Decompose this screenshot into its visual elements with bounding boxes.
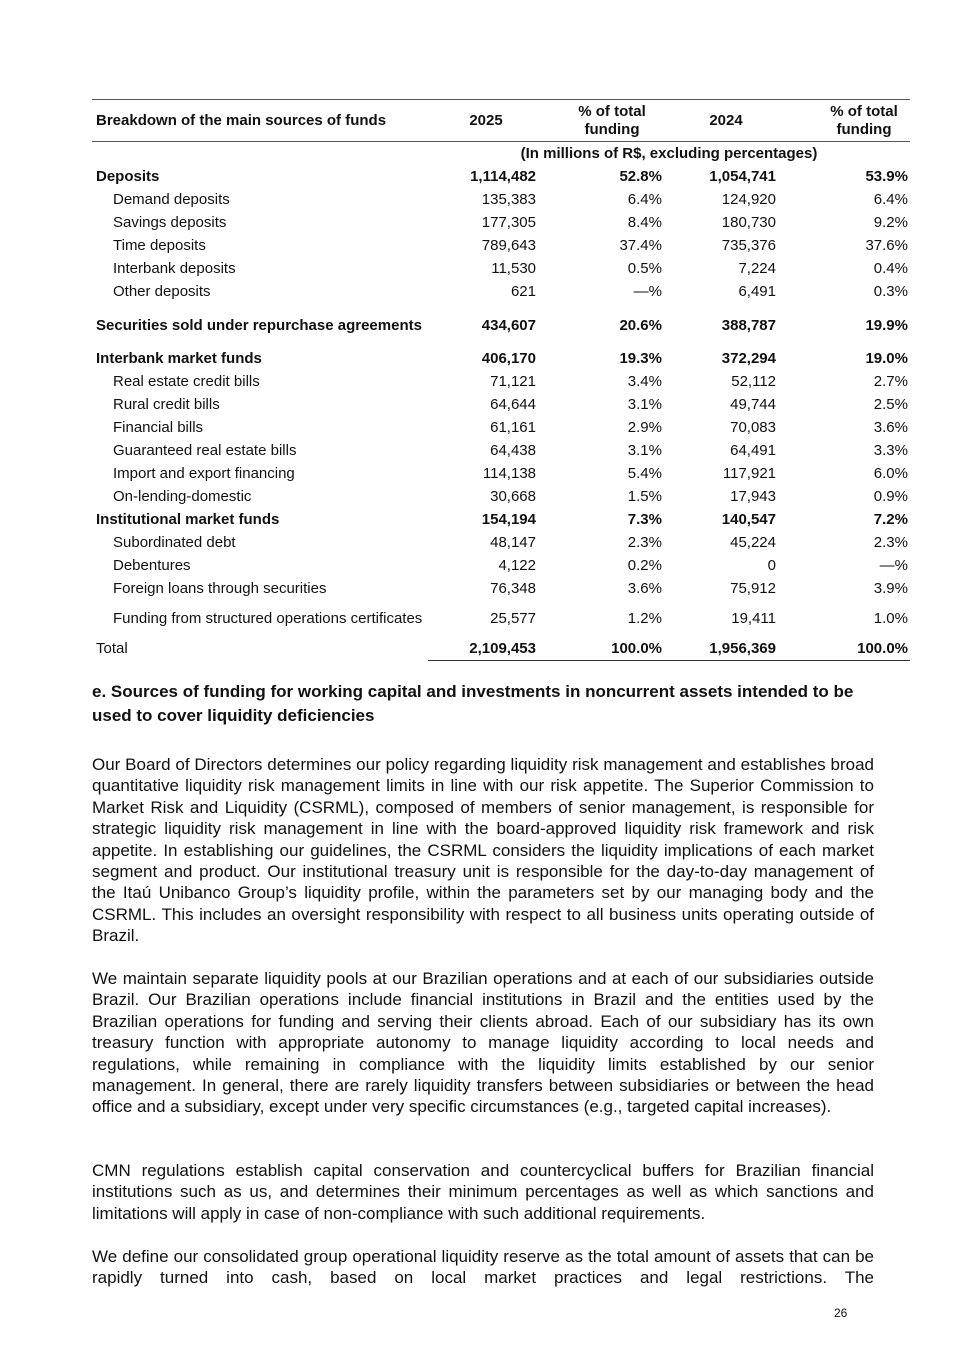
pct-2024: 3.3% bbox=[873, 441, 908, 459]
header-pct-2025: % of total funding bbox=[544, 100, 668, 142]
value-2025: 621 bbox=[510, 282, 536, 300]
value-2025: 177,305 bbox=[481, 213, 536, 231]
row-label: Import and export financing bbox=[113, 464, 295, 482]
table-row bbox=[92, 577, 910, 600]
pct-2024: 9.2% bbox=[873, 213, 908, 231]
table-row bbox=[92, 554, 910, 577]
table-row bbox=[92, 462, 910, 485]
value-2025: 64,644 bbox=[490, 395, 536, 413]
value-2025: 1,114,482 bbox=[470, 167, 536, 185]
pct-2024: 2.3% bbox=[873, 533, 908, 551]
value-2024: 45,224 bbox=[730, 533, 776, 551]
value-2024: 17,943 bbox=[730, 487, 776, 505]
value-2024: 372,294 bbox=[721, 349, 776, 367]
table-row bbox=[92, 416, 910, 439]
value-2024: 75,912 bbox=[730, 579, 776, 597]
value-2025: 71,121 bbox=[490, 372, 536, 390]
table-row bbox=[92, 600, 910, 637]
value-2025: 30,668 bbox=[490, 487, 536, 505]
value-2025: 154,194 bbox=[481, 510, 536, 528]
paragraph: Our Board of Directors determines our policy regarding liquidity risk management and establishes broad quantitative liquidity risk management limits in line with our risk appetite. The Superior Commission to Market Risk and Liquidity (CSRML), composed of members of senior management, is responsible for strategic liquidity risk management in line with the board-approved liquidity risk framework and risk appetite. In establishing our guidelines, the CSRML considers the liquidity implications of each market segment and product. Our institutional treasury unit is responsible for the day-to-day management of the Itaú Unibanco Group’s liquidity profile, within the parameters set by our managing body and the CSRML. This includes an oversight responsibility with respect to all business units operating outside of Brazil. bbox=[92, 755, 874, 946]
value-2024: 52,112 bbox=[731, 372, 776, 390]
table-row bbox=[92, 370, 910, 393]
pct-2025: 0.2% bbox=[627, 556, 662, 574]
table-row bbox=[92, 280, 910, 303]
pct-2024: 2.5% bbox=[873, 395, 908, 413]
row-label: Other deposits bbox=[113, 282, 211, 300]
pct-2025: 8.4% bbox=[627, 213, 662, 231]
row-label: Rural credit bills bbox=[113, 395, 220, 413]
pct-2024: 0.4% bbox=[873, 259, 908, 277]
table-row bbox=[92, 188, 910, 211]
pct-2025: 1.2% bbox=[627, 609, 662, 627]
value-2025: 406,170 bbox=[481, 349, 536, 367]
table-row bbox=[92, 257, 910, 280]
value-2025: 11,530 bbox=[491, 259, 536, 277]
table-header-row bbox=[92, 100, 910, 142]
row-label: Financial bills bbox=[113, 418, 204, 436]
row-label: Real estate credit bills bbox=[113, 372, 260, 390]
pct-2024: 3.9% bbox=[873, 579, 908, 597]
table-row bbox=[92, 347, 910, 370]
row-label: Securities sold under repurchase agreements bbox=[96, 316, 422, 334]
value-2025: 4,122 bbox=[498, 556, 536, 574]
units-note: (In millions of R$, excluding percentages) bbox=[520, 144, 818, 162]
pct-2025: 1.5% bbox=[627, 487, 662, 505]
value-2024: 70,083 bbox=[730, 418, 776, 436]
table-row bbox=[92, 508, 910, 531]
pct-2025: 100.0% bbox=[544, 637, 668, 661]
pct-2025: 3.1% bbox=[627, 395, 662, 413]
pct-2024: 100.0% bbox=[784, 637, 910, 661]
pct-2025: 37.4% bbox=[619, 236, 662, 254]
pct-2024: 6.4% bbox=[873, 190, 908, 208]
pct-2024: 37.6% bbox=[865, 236, 908, 254]
pct-2025: 5.4% bbox=[627, 464, 662, 482]
pct-2025: 3.6% bbox=[627, 579, 662, 597]
row-label: Subordinated debt bbox=[113, 533, 236, 551]
value-2024: 6,491 bbox=[738, 282, 776, 300]
table-row bbox=[92, 234, 910, 257]
value-2025: 114,138 bbox=[482, 464, 536, 482]
paragraph: CMN regulations establish capital conservation and countercyclical buffers for Brazilian financial institutions such as us, and determines their minimum percentages as well as which sanctions and limitations will apply in case of non-compliance with such additional requirements. bbox=[92, 1161, 874, 1223]
pct-2024: 2.7% bbox=[873, 372, 908, 390]
pct-2025: 7.3% bbox=[627, 510, 662, 528]
pct-2024: 0.9% bbox=[873, 487, 908, 505]
value-2025: 64,438 bbox=[490, 441, 536, 459]
pct-2025: —% bbox=[633, 282, 662, 300]
pct-2025: 2.9% bbox=[627, 418, 662, 436]
table-total-row bbox=[92, 637, 910, 661]
row-label: On-lending-domestic bbox=[113, 487, 252, 505]
value-2025: 2,109,453 bbox=[428, 637, 544, 661]
paragraph: We maintain separate liquidity pools at our Brazilian operations and at each of our subsidiaries outside Brazil. Our Brazilian operations include financial institutions in Brazil and the entities used by the Brazilian operations for funding and serving their clients abroad. Each of our subsidiary has its own treasury function with appropriate autonomy to manage liquidity according to local needs and regulations, while remaining in compliance with the liquidity limits established by our senior management. In general, there are rarely liquidity transfers between subsidiaries or between the head office and a subsidiary, except under very specific circumstances (e.g., targeted capital increases). bbox=[92, 969, 874, 1117]
value-2024: 1,054,741 bbox=[709, 167, 776, 185]
value-2024: 180,730 bbox=[721, 213, 776, 231]
pct-2024: 7.2% bbox=[873, 510, 908, 528]
value-2024: 7,224 bbox=[738, 259, 776, 277]
row-label: Guaranteed real estate bills bbox=[113, 441, 297, 459]
header-label: Breakdown of the main sources of funds bbox=[92, 100, 428, 142]
value-2024: 0 bbox=[767, 556, 776, 574]
table-row bbox=[92, 439, 910, 462]
section-heading: e. Sources of funding for working capital and investments in noncurrent assets intended to be used to cover liquidity deficiencies bbox=[92, 682, 854, 725]
pct-2025: 6.4% bbox=[627, 190, 662, 208]
value-2024: 388,787 bbox=[721, 316, 776, 334]
row-label: Funding from structured operations certificates bbox=[113, 609, 423, 627]
pct-2024: 53.9% bbox=[865, 167, 908, 185]
pct-2025: 19.3% bbox=[619, 349, 662, 367]
value-2025: 434,607 bbox=[481, 316, 536, 334]
row-label: Debentures bbox=[113, 556, 191, 574]
pct-2024: 0.3% bbox=[873, 282, 908, 300]
pct-2025: 3.4% bbox=[627, 372, 662, 390]
table-row bbox=[92, 303, 910, 347]
paragraph: We define our consolidated group operational liquidity reserve as the total amount of assets that can be rapidly turned into cash, based on local market practices and legal restrictions. The bbox=[92, 1247, 874, 1288]
header-pct-2024: % of total funding bbox=[784, 100, 910, 142]
table-row bbox=[92, 165, 910, 188]
row-label: Foreign loans through securities bbox=[113, 579, 327, 597]
pct-2024: —% bbox=[879, 556, 908, 574]
pct-2025: 3.1% bbox=[627, 441, 662, 459]
row-label: Time deposits bbox=[113, 236, 206, 254]
pct-2025: 52.8% bbox=[619, 167, 662, 185]
funding-sources-table-container bbox=[92, 99, 910, 661]
row-label: Deposits bbox=[96, 167, 160, 185]
value-2024: 124,920 bbox=[721, 190, 776, 208]
value-2024: 64,491 bbox=[730, 441, 776, 459]
value-2024: 19,411 bbox=[731, 609, 776, 627]
value-2025: 61,161 bbox=[490, 418, 536, 436]
value-2025: 135,383 bbox=[481, 190, 536, 208]
pct-2025: 0.5% bbox=[627, 259, 662, 277]
funding-sources-table bbox=[92, 99, 910, 661]
pct-2025: 20.6% bbox=[619, 316, 662, 334]
row-label: Total bbox=[96, 639, 128, 657]
table-row bbox=[92, 531, 910, 554]
row-label: Institutional market funds bbox=[96, 510, 280, 528]
value-2025: 25,577 bbox=[490, 609, 536, 627]
units-row bbox=[92, 142, 910, 166]
pct-2024: 6.0% bbox=[873, 464, 908, 482]
table-row bbox=[92, 211, 910, 234]
value-2025: 48,147 bbox=[490, 533, 536, 551]
value-2024: 49,744 bbox=[730, 395, 776, 413]
value-2024: 140,547 bbox=[721, 510, 776, 528]
value-2024: 117,921 bbox=[722, 464, 776, 482]
pct-2024: 1.0% bbox=[873, 609, 908, 627]
row-label: Savings deposits bbox=[113, 213, 227, 231]
value-2024: 735,376 bbox=[721, 236, 776, 254]
row-label: Interbank deposits bbox=[113, 259, 236, 277]
pct-2025: 2.3% bbox=[627, 533, 662, 551]
row-label: Demand deposits bbox=[113, 190, 230, 208]
value-2025: 789,643 bbox=[481, 236, 536, 254]
page-number: 26 bbox=[834, 1306, 848, 1320]
value-2025: 76,348 bbox=[490, 579, 536, 597]
table-row bbox=[92, 393, 910, 416]
pct-2024: 3.6% bbox=[873, 418, 908, 436]
row-label: Interbank market funds bbox=[96, 349, 262, 367]
pct-2024: 19.0% bbox=[865, 349, 908, 367]
pct-2024: 19.9% bbox=[865, 316, 908, 334]
header-2024: 2024 bbox=[668, 100, 784, 142]
header-2025: 2025 bbox=[428, 100, 544, 142]
value-2024: 1,956,369 bbox=[668, 637, 784, 661]
table-row bbox=[92, 485, 910, 508]
